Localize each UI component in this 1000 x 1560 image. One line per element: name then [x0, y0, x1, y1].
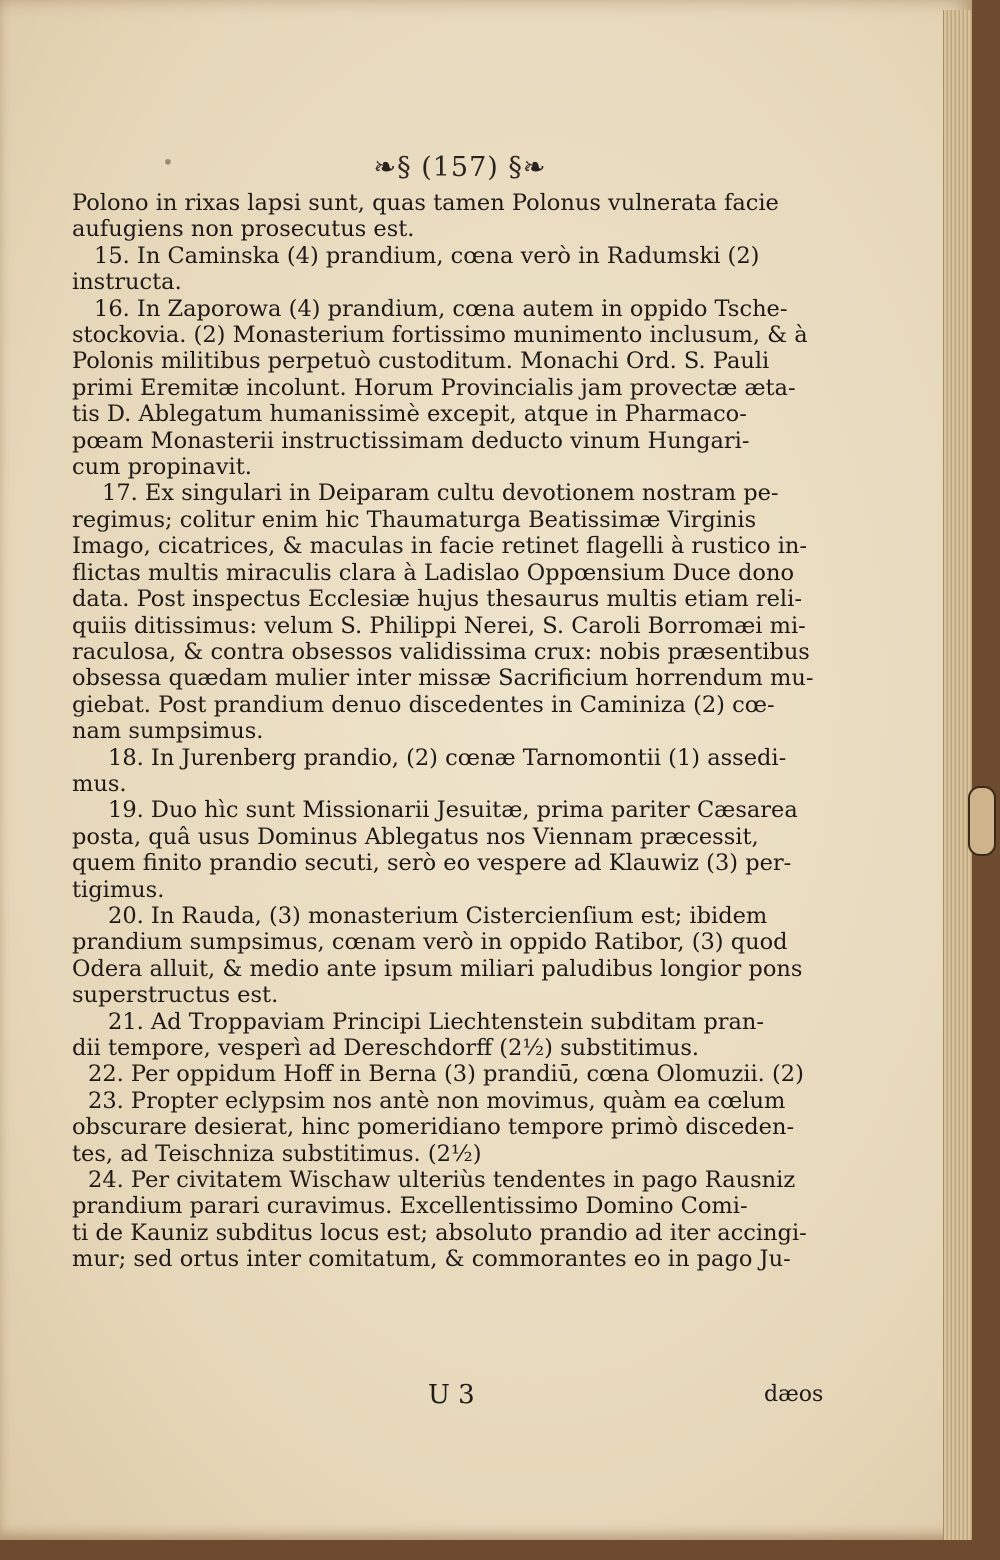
- signature-mark: U 3: [428, 1380, 475, 1410]
- text-line: superstructus est.: [72, 982, 279, 1009]
- text-line: prandium sumpsimus, cœnam verò in oppido Ratibor, (3) quod: [72, 929, 788, 956]
- book-clasp: [968, 786, 996, 856]
- body-text: [72, 190, 822, 1273]
- text-line: mus.: [72, 770, 127, 797]
- text-line: 15. In Caminska (4) prandium, cœna verò in Radumski (2): [94, 242, 760, 269]
- text-line: Imago, cicatrices, & maculas in facie retinet flagelli à rustico in-: [72, 533, 808, 560]
- text-line: instructa.: [72, 269, 182, 296]
- text-line: Polono in rixas lapsi sunt, quas tamen Polonus vulnerata facie: [72, 190, 779, 216]
- text-line: posta, quâ usus Dominus Ablegatus nos Viennam præcessit,: [72, 823, 759, 850]
- text-line: quiis ditissimus: velum S. Philippi Nerei, S. Caroli Borromæi mi-: [72, 612, 806, 639]
- text-line: data. Post inspectus Ecclesiæ hujus thesaurus multis etiam reli-: [72, 586, 802, 613]
- text-line: pœam Monasterii instructissimam deducto vinum Hungari-: [72, 427, 750, 454]
- text-line: 23. Propter eclypsim nos antè non movimus, quàm ea cœlum: [88, 1087, 786, 1114]
- text-line: nam sumpsimus.: [72, 718, 264, 745]
- page-edges: [943, 10, 972, 1540]
- text-line: flictas multis miraculis clara à Ladislao Oppœnsium Duce dono: [72, 559, 795, 586]
- text-line: cum propinavit.: [72, 454, 252, 481]
- text-line: dii tempore, vesperì ad Dereschdorff (2½) substitimus.: [72, 1035, 700, 1061]
- catchword: dæos: [764, 1382, 824, 1407]
- text-line: 20. In Rauda, (3) monasterium Cistercienſium est; ibidem: [108, 902, 768, 929]
- text-line: quem finito prandio secuti, serò eo vespere ad Klauwiz (3) per-: [72, 850, 792, 877]
- text-line: ti de Kauniz subditus locus est; absoluto prandio ad iter accingi-: [72, 1219, 807, 1246]
- text-line: 16. In Zaporowa (4) prandium, cœna autem in oppido Tsche-: [94, 295, 788, 322]
- text-line: primi Eremitæ incolunt. Horum Provincialis jam provectæ æta-: [72, 374, 796, 401]
- text-line: tes, ad Teischniza substitimus. (2½): [72, 1140, 482, 1167]
- text-line: obsessa quædam mulier inter missæ Sacrificium horrendum mu-: [72, 665, 814, 692]
- text-line: 18. In Jurenberg prandio, (2) cœnæ Tarnomontii (1) assedi-: [108, 744, 787, 771]
- text-line: giebat. Post prandium denuo discedentes in Caminiza (2) cœ-: [72, 691, 775, 718]
- page-header: ❧§ (157) §❧: [373, 152, 547, 183]
- text-line: Odera alluit, & medio ante ipsum miliari paludibus longior pons: [72, 955, 803, 982]
- text-line: prandium parari curavimus. Excellentissimo Domino Comi-: [72, 1193, 748, 1220]
- text-line: 19. Duo hìc sunt Missionarii Jesuitæ, prima pariter Cæsarea: [108, 797, 798, 824]
- text-line: Polonis militibus perpetuò custoditum. Monachi Ord. S. Pauli: [72, 348, 770, 375]
- text-line: obscurare desierat, hinc pomeridiano tempore primò disceden-: [72, 1114, 795, 1141]
- text-line: tigimus.: [72, 876, 165, 903]
- text-line: mur; sed ortus inter comitatum, & commorantes eo in pago Ju-: [72, 1246, 791, 1273]
- text-line: raculosa, & contra obsessos validissima crux: nobis præsentibus: [72, 638, 810, 665]
- text-line: 17. Ex singulari in Deiparam cultu devotionem nostram pe-: [102, 480, 779, 507]
- text-line: 21. Ad Troppaviam Principi Liechtenstein subditam pran-: [108, 1008, 764, 1035]
- text-line: 24. Per civitatem Wischaw ulteriùs tendentes in pago Rausniz: [88, 1167, 796, 1194]
- ink-dot: •: [162, 150, 174, 174]
- text-line: aufugiens non prosecutus est.: [72, 216, 415, 243]
- text-line: stockovia. (2) Monasterium fortissimo munimento inclusum, & à: [72, 322, 808, 349]
- text-line: tis D. Ablegatum humanissimè excepit, atque in Pharmaco-: [72, 401, 747, 428]
- text-line: 22. Per oppidum Hoff in Berna (3) prandiū, cœna Olomuzii. (2): [88, 1061, 804, 1088]
- text-line: regimus; colitur enim hic Thaumaturga Beatissimæ Virginis: [72, 506, 757, 533]
